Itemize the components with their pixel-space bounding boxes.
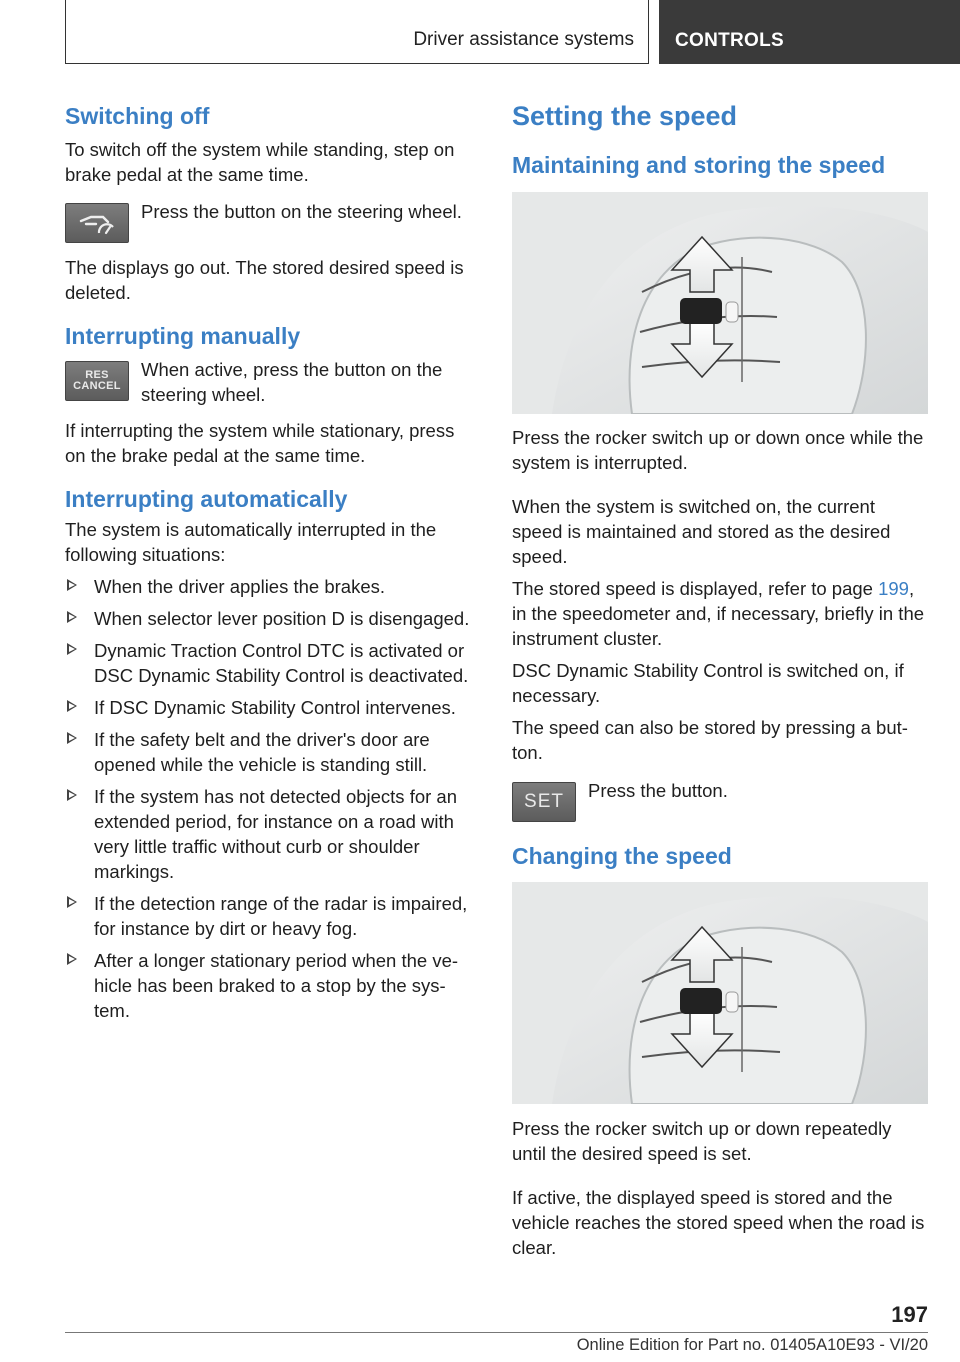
interrupting-automatically-intro: The system is automatically interrupted in the following situations: bbox=[65, 519, 437, 566]
heading-switching-off: Switching off bbox=[65, 103, 210, 129]
page-number: 197 bbox=[891, 1302, 928, 1327]
triangle-bullet-icon bbox=[67, 643, 77, 655]
switching-off-para1: To switch off the system while standing, step on brake pedal at the same time. bbox=[65, 138, 455, 185]
interruption-list bbox=[65, 574, 480, 1023]
steering-wheel-figure-2 bbox=[512, 882, 928, 1104]
page-header bbox=[65, 0, 960, 64]
list-item: If the system has not detected objects for an extended period, for instance on a road with very little traffic without curb or shoulder markings. bbox=[65, 784, 480, 884]
list-item: If the safety belt and the driver's door are opened while the vehicle is standing still. bbox=[65, 727, 480, 777]
list-item: Dynamic Traction Control DTC is activated or DSC Dynamic Stability Control is deactivated. bbox=[65, 638, 480, 688]
maintaining-para1: Press the rocker switch up or down once while the system is interrupted. bbox=[512, 426, 924, 473]
triangle-bullet-icon bbox=[67, 611, 77, 623]
changing-para1: Press the rocker switch up or down repeatedly until the desired speed is set. bbox=[512, 1118, 892, 1165]
set-button-text: Press the button. bbox=[588, 779, 728, 801]
heading-maintaining-speed: Maintaining and storing the speed bbox=[512, 151, 886, 178]
heading-setting-speed: Setting the speed bbox=[512, 101, 738, 131]
footer-divider bbox=[65, 1332, 928, 1333]
triangle-bullet-icon bbox=[67, 700, 77, 712]
cruise-control-off-button-icon bbox=[65, 203, 129, 243]
cruise-control-icon bbox=[77, 211, 117, 235]
heading-interrupting-manually: Interrupting manually bbox=[65, 322, 301, 349]
list-item: If DSC Dynamic Stability Control intervenes. bbox=[65, 695, 480, 720]
heading-interrupting-automatically: Interrupting automatically bbox=[65, 485, 348, 512]
res-label: RES bbox=[85, 368, 109, 381]
list-item: When the driver applies the brakes. bbox=[65, 574, 480, 599]
triangle-bullet-icon bbox=[67, 953, 77, 965]
res-cancel-button-icon bbox=[65, 361, 129, 401]
cruise-off-row bbox=[65, 199, 480, 243]
steering-wheel-figure-1 bbox=[512, 192, 928, 414]
section-title: Driver assistance systems bbox=[65, 0, 649, 64]
triangle-bullet-icon bbox=[67, 789, 77, 801]
maintaining-para2: When the system is switched on, the current speed is maintained and stored as the desired speed. bbox=[512, 495, 891, 567]
maintaining-para3: The stored speed is displayed, refer to page 199, in the speedometer and, if necessary, briefly in the instrument cluster. bbox=[512, 577, 925, 649]
triangle-bullet-icon bbox=[67, 896, 77, 908]
list-item: After a longer stationary period when the ve‐hicle has been braked to a stop by the sys‐tem. bbox=[65, 948, 480, 1023]
left-column bbox=[65, 100, 480, 1030]
page-link-199[interactable]: 199 bbox=[878, 577, 909, 599]
res-cancel-row bbox=[65, 357, 480, 407]
list-item: When selector lever position D is disengaged. bbox=[65, 606, 480, 631]
right-column bbox=[512, 100, 928, 1260]
heading-changing-speed: Changing the speed bbox=[512, 842, 732, 869]
triangle-bullet-icon bbox=[67, 579, 77, 591]
set-button-icon: SET bbox=[512, 782, 576, 822]
edition-footer: Online Edition for Part no. 01405A10E93 - VI/20 bbox=[576, 1336, 928, 1354]
steering-wheel-rocker-image bbox=[512, 882, 928, 1104]
list-item: If the detection range of the radar is impaired, for instance by dirt or heavy fog. bbox=[65, 891, 480, 941]
interrupting-manually-para: If interrupting the system while stationary, press on the brake pedal at the same time. bbox=[65, 419, 455, 466]
cancel-label: CANCEL bbox=[73, 379, 121, 392]
maintaining-para4: DSC Dynamic Stability Control is switched on, if necessary. bbox=[512, 659, 904, 706]
steering-wheel-rocker-image bbox=[512, 192, 928, 414]
interrupting-manually-button-text: When active, press the button on the steering wheel. bbox=[141, 358, 443, 405]
switching-off-para2: The displays go out. The stored desired speed is deleted. bbox=[65, 256, 464, 303]
changing-para2: If active, the displayed speed is stored and the vehicle reaches the stored speed when the road is clear. bbox=[512, 1187, 925, 1259]
set-button-row bbox=[512, 778, 928, 822]
maintaining-para5: The speed can also be stored by pressing a but‐ton. bbox=[512, 716, 908, 763]
triangle-bullet-icon bbox=[67, 732, 77, 744]
switching-off-button-text: Press the button on the steering wheel. bbox=[141, 200, 462, 222]
chapter-tab[interactable]: CONTROLS bbox=[659, 0, 960, 64]
